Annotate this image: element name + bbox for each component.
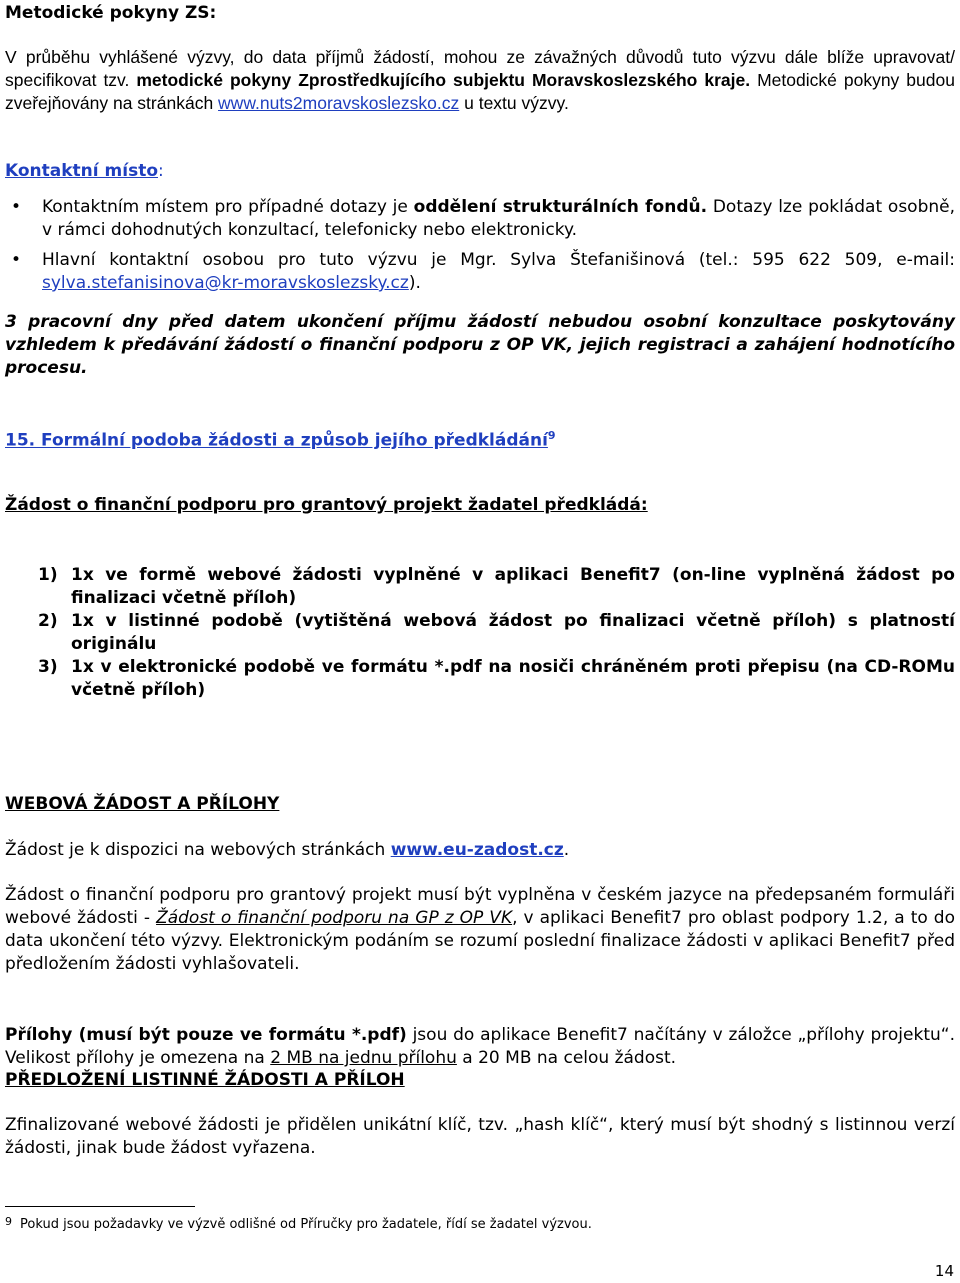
consultation-note: 3 pracovní dny před datem ukončení příjmu žádostí nebudou osobní konzultace poskytovány vzhledem k předávání žádostí o finanční podporu z OP VK, jejich registraci a zahájení hodnotícího procesu. (5, 312, 955, 378)
list-item: • Kontaktním místem pro případné dotazy je oddělení strukturálních fondů. Dotazy lze pokládat osobně, v rámci dohodnutých konzultací, telefonicky nebo elektronicky. (5, 196, 955, 242)
list-item: • Hlavní kontaktní osobou pro tuto výzvu je Mgr. Sylva Štefanišinová (tel.: 595 622 509, e-mail: sylva.stefanisinova@kr-moravskoslezsky.cz). (5, 249, 955, 295)
list-item: 3) 1x v elektronické podobě ve formátu *.pdf na nosiči chráněném proti přepisu (na CD-ROMu včetně příloh) (38, 657, 955, 700)
email-link[interactable]: sylva.stefanisinova@kr-moravskoslezsky.cz (42, 273, 409, 293)
listinne-paragraph: Zfinalizované webové žádosti je přidělen unikátní klíč, tzv. „hash klíč“, který musí být shodný s listinnou verzí žádosti, jinak bude žádost vyřazena. (5, 1115, 955, 1158)
metodicke-heading: Metodické pokyny ZS: (5, 3, 217, 23)
kontakt-list (5, 196, 955, 295)
webova-paragraph-2: Žádost o finanční podporu pro grantový projekt musí být vyplněna v českém jazyce na předepsaném formuláři webové žádosti - Žádost o finanční podporu na GP z OP VK, v aplikaci Benefit7 pro oblast podpory 1.2, a to do data ukončení této výzvy. Elektronickým podáním se rozumí poslední finalizace žádosti v aplikaci Benefit7 před předložením žádosti vyhlašovateli. (5, 885, 955, 974)
metodicke-paragraph: V průběhu vyhlášené výzvy, do data příjmů žádostí, mohou ze závažných důvodů tuto výzvu dále blíže upravovat/ specifikovat tzv. metodické pokyny Zprostředkujícího subjektu Moravskoslezského kraje. Metodické pokyny budou zveřejňovány na stránkách www.nuts2moravskoslezsko.cz u textu výzvy. (5, 47, 955, 113)
footnote: $^9$ Pokud jsou požadavky ve výzvě odlišné od Příručky pro žadatele, řídí se žadatel výzvou. (5, 1215, 592, 1232)
section-15-subheading: Žádost o finanční podporu pro grantový projekt žadatel předkládá: (5, 495, 648, 515)
footnote-divider (5, 1206, 195, 1207)
list-item: 1) 1x ve formě webové žádosti vyplněné v aplikaci Benefit7 (on-line vyplněná žádost po finalizaci včetně příloh) (38, 565, 955, 608)
listinne-heading: PŘEDLOŽENÍ LISTINNÉ ŽÁDOSTI A PŘÍLOH (5, 1070, 405, 1090)
webova-paragraph-3: Přílohy (musí být pouze ve formátu *.pdf) jsou do aplikace Benefit7 načítány v záložce „přílohy projektu“. Velikost přílohy je omezena na 2 MB na jednu přílohu a 20 MB na celou žádost. (5, 1025, 955, 1068)
webova-heading: WEBOVÁ ŽÁDOST A PŘÍLOHY (5, 794, 280, 814)
list-item: 2) 1x v listinné podobě (vytištěná webová žádost po finalizaci včetně příloh) s platností originálu (38, 611, 955, 654)
page-number: 14 (934, 1262, 954, 1280)
nuts2-link[interactable]: www.nuts2moravskoslezsko.cz (218, 93, 460, 113)
kontakt-heading: Kontaktní místo: (5, 161, 164, 181)
footnote-ref[interactable]: 9 (547, 429, 556, 442)
section-15-heading: 15. Formální podoba žádosti a způsob jejího předkládání$^9$ (5, 429, 556, 451)
webova-paragraph-1: Žádost je k dispozici na webových stránkách www.eu-zadost.cz. (5, 840, 570, 860)
eu-zadost-link[interactable]: www.eu-zadost.cz (390, 840, 564, 860)
submission-list (5, 564, 955, 702)
